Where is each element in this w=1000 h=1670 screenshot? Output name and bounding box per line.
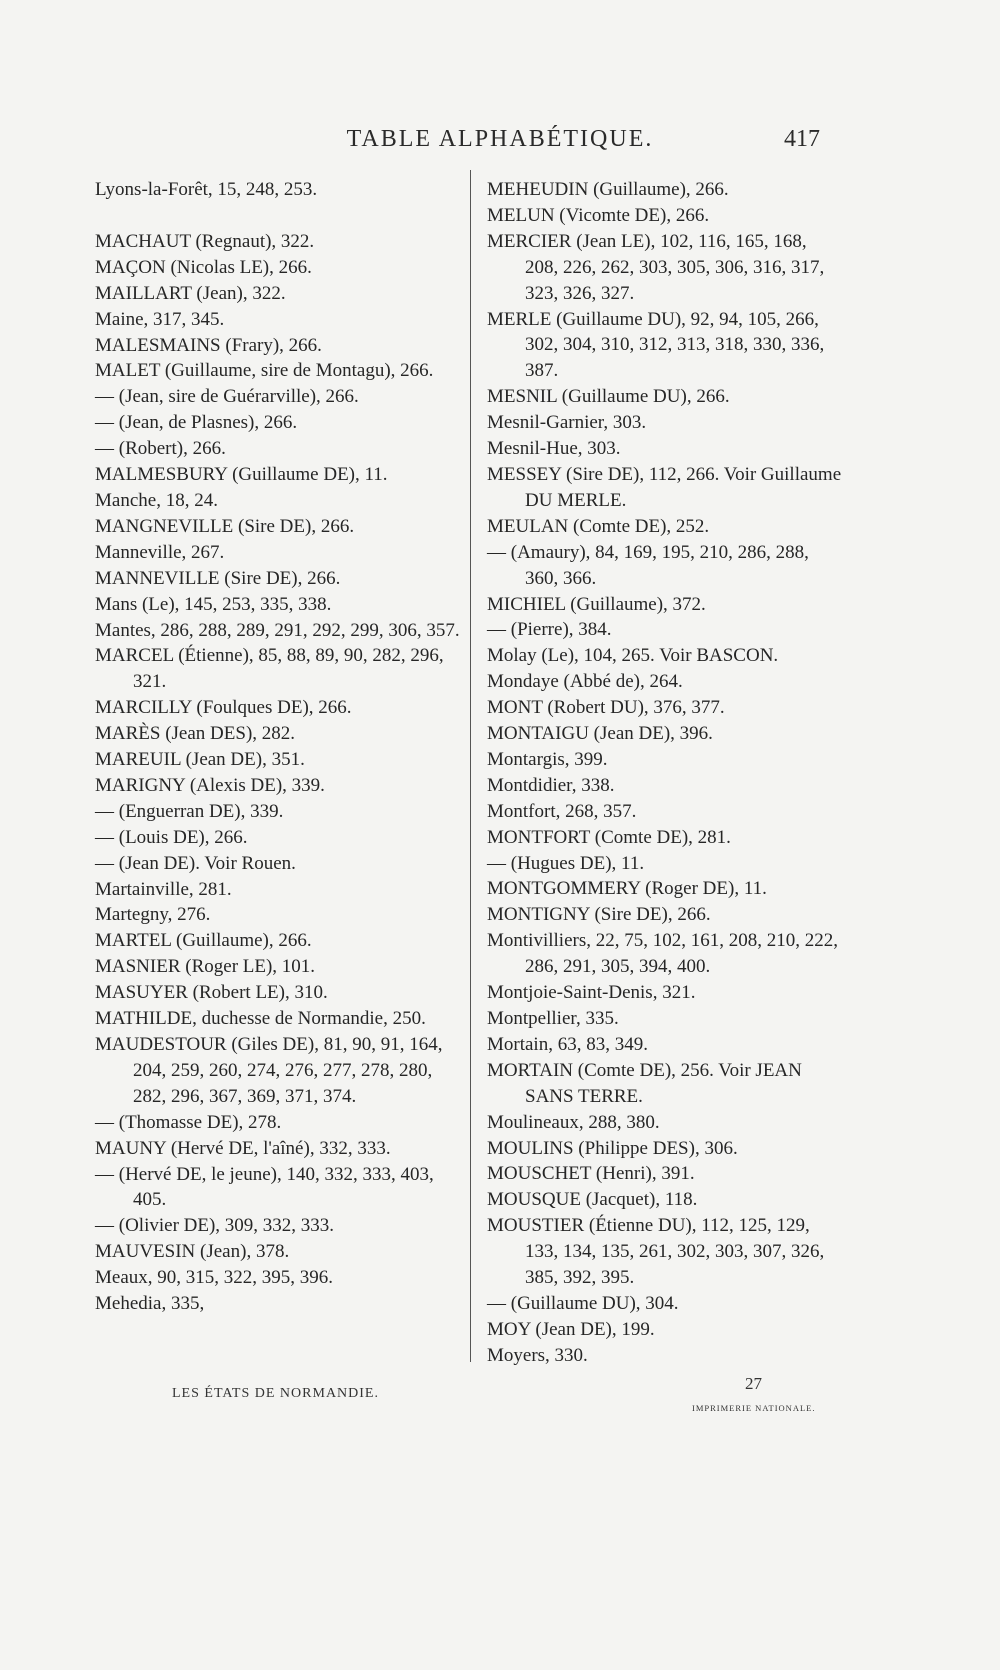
index-entry: MARÈS (Jean DES), 282. [95,723,296,745]
index-entry: MARCILLY (Foulques DE), 266. [95,697,352,719]
index-entry: MAREUIL (Jean DE), 351. [95,749,305,771]
index-entry: MACHAUT (Regnaut), 322. [95,230,315,252]
page-title: TABLE ALPHABÉTIQUE. [346,126,654,152]
index-entry: MERCIER (Jean LE), 102, 116, 165, 168, 208, 226, 262, 303, 305, 306, 316, 317, 323, 326, 327. [487,230,825,304]
index-column-right [487,177,842,1369]
footer-signature-mark: 27 [745,1374,762,1393]
index-entry: Maine, 317, 345. [95,308,225,330]
index-entry: Manneville, 267. [95,541,225,563]
index-entry: Manche, 18, 24. [95,489,218,511]
index-entry: — (Guillaume DU), 304. [487,1292,679,1314]
index-entry: MARIGNY (Alexis DE), 339. [95,774,325,796]
index-entry: MASUYER (Robert LE), 310. [95,982,328,1004]
index-entry: Molay (Le), 104, 265. Voir BASCON. [487,645,779,667]
index-entry: — (Amaury), 84, 169, 195, 210, 286, 288, 360, 366. [487,541,809,589]
index-entry: MONTGOMMERY (Roger DE), 11. [487,878,767,900]
index-entry: MOUSCHET (Henri), 391. [487,1163,695,1185]
index-entry: Montivilliers, 22, 75, 102, 161, 208, 210, 222, 286, 291, 305, 394, 400. [487,930,838,978]
index-entry: MEHEUDIN (Guillaume), 266. [487,179,729,200]
index-entry: Moyers, 330. [487,1344,588,1366]
index-entry: Martainville, 281. [95,878,232,900]
index-entry: MAUNY (Hervé DE, l'aîné), 332, 333. [95,1137,391,1159]
index-entry: MASNIER (Roger LE), 101. [95,956,316,978]
index-entry: Mortain, 63, 83, 349. [487,1033,648,1055]
index-entry: MONTAIGU (Jean DE), 396. [487,723,713,745]
footer-running-title: LES ÉTATS DE NORMANDIE. [172,1386,379,1401]
index-column-left [95,177,460,1317]
index-entry: — (Jean, sire de Guérarville), 266. [95,386,359,408]
index-entry: MARCEL (Étienne), 85, 88, 89, 90, 282, 296, 321. [95,645,444,693]
index-entry: MELUN (Vicomte DE), 266. [487,204,710,226]
index-entry: Moulineaux, 288, 380. [487,1111,660,1133]
index-entry: MAUVESIN (Jean), 378. [95,1241,290,1263]
index-entry: MANNEVILLE (Sire DE), 266. [95,567,341,589]
index-entry: MOY (Jean DE), 199. [487,1318,655,1340]
index-entry: Mondaye (Abbé de), 264. [487,671,683,693]
index-entry: Mantes, 286, 288, 289, 291, 292, 299, 306, 357. [95,619,460,641]
page-number: 417 [784,126,820,152]
index-entry: Mesnil-Hue, 303. [487,438,621,460]
index-entry: MALET (Guillaume, sire de Montagu), 266. [95,360,434,382]
index-entry: MATHILDE, duchesse de Normandie, 250. [95,1008,426,1030]
index-entry: MALMESBURY (Guillaume DE), 11. [95,464,388,486]
index-entry: MEULAN (Comte DE), 252. [487,515,710,537]
index-entry: — (Jean DE). Voir Rouen. [95,852,296,874]
index-entry: MONTFORT (Comte DE), 281. [487,826,731,848]
index-entry: — (Olivier DE), 309, 332, 333. [95,1215,335,1237]
index-entry: — (Pierre), 384. [487,619,612,641]
index-entry: Mesnil-Garnier, 303. [487,412,647,434]
index-entry: Mehedia, 335, [95,1293,205,1315]
footer-printer-mark: IMPRIMERIE NATIONALE. [692,1403,816,1413]
index-entry: Montfort, 268, 357. [487,800,637,822]
index-entry: MERLE (Guillaume DU), 92, 94, 105, 266, 302, 304, 310, 312, 313, 318, 330, 336, 387. [487,308,825,382]
index-entry: Mans (Le), 145, 253, 335, 338. [95,593,332,615]
index-entry: MONTIGNY (Sire DE), 266. [487,904,711,926]
index-entry: MALESMAINS (Frary), 266. [95,334,322,356]
index-entry: MANGNEVILLE (Sire DE), 266. [95,515,355,537]
index-entry: — (Jean, de Plasnes), 266. [95,412,298,434]
index-entry: MAÇON (Nicolas LE), 266. [95,256,312,278]
index-entry: MOUSTIER (Étienne DU), 112, 125, 129, 133, 134, 135, 261, 302, 303, 307, 326, 385, 392, 395. [487,1215,825,1289]
index-entry: MICHIEL (Guillaume), 372. [487,593,706,615]
index-entry: — (Enguerran DE), 339. [95,800,284,822]
index-entry: MOUSQUE (Jacquet), 118. [487,1189,698,1211]
index-entry: Martegny, 276. [95,904,211,926]
index-entry: MOULINS (Philippe DES), 306. [487,1137,738,1159]
index-entry: MAUDESTOUR (Giles DE), 81, 90, 91, 164, 204, 259, 260, 274, 276, 277, 278, 280, 282, 296, 367, 369, 371, 374. [95,1034,443,1107]
index-entry: MESSEY (Sire DE), 112, 266. Voir Guillaume DU MERLE. [487,463,842,511]
index-entry: — (Robert), 266. [95,438,226,460]
index-entry: Montpellier, 335. [487,1008,619,1029]
index-entry: — (Louis DE), 266. [95,826,248,848]
index-entry: MORTAIN (Comte DE), 256. Voir JEAN SANS TERRE. [487,1059,802,1107]
index-entry: Montargis, 399. [487,748,608,770]
index-entry: Meaux, 90, 315, 322, 395, 396. [95,1267,334,1289]
index-entry: MARTEL (Guillaume), 266. [95,930,312,952]
column-divider [470,170,471,1362]
index-entry: — (Hervé DE, le jeune), 140, 332, 333, 403, 405. [95,1163,434,1211]
index-entry: MESNIL (Guillaume DU), 266. [487,386,730,408]
index-entry: Lyons-la-Forêt, 15, 248, 253. [95,179,318,200]
index-entry: MONT (Robert DU), 376, 377. [487,697,725,719]
index-entry: — (Hugues DE), 11. [487,852,645,874]
index-entry: MAILLART (Jean), 322. [95,282,286,304]
index-entry: — (Thomasse DE), 278. [95,1111,282,1133]
index-entry: Montdidier, 338. [487,774,615,796]
index-entry: Montjoie-Saint-Denis, 321. [487,982,696,1004]
